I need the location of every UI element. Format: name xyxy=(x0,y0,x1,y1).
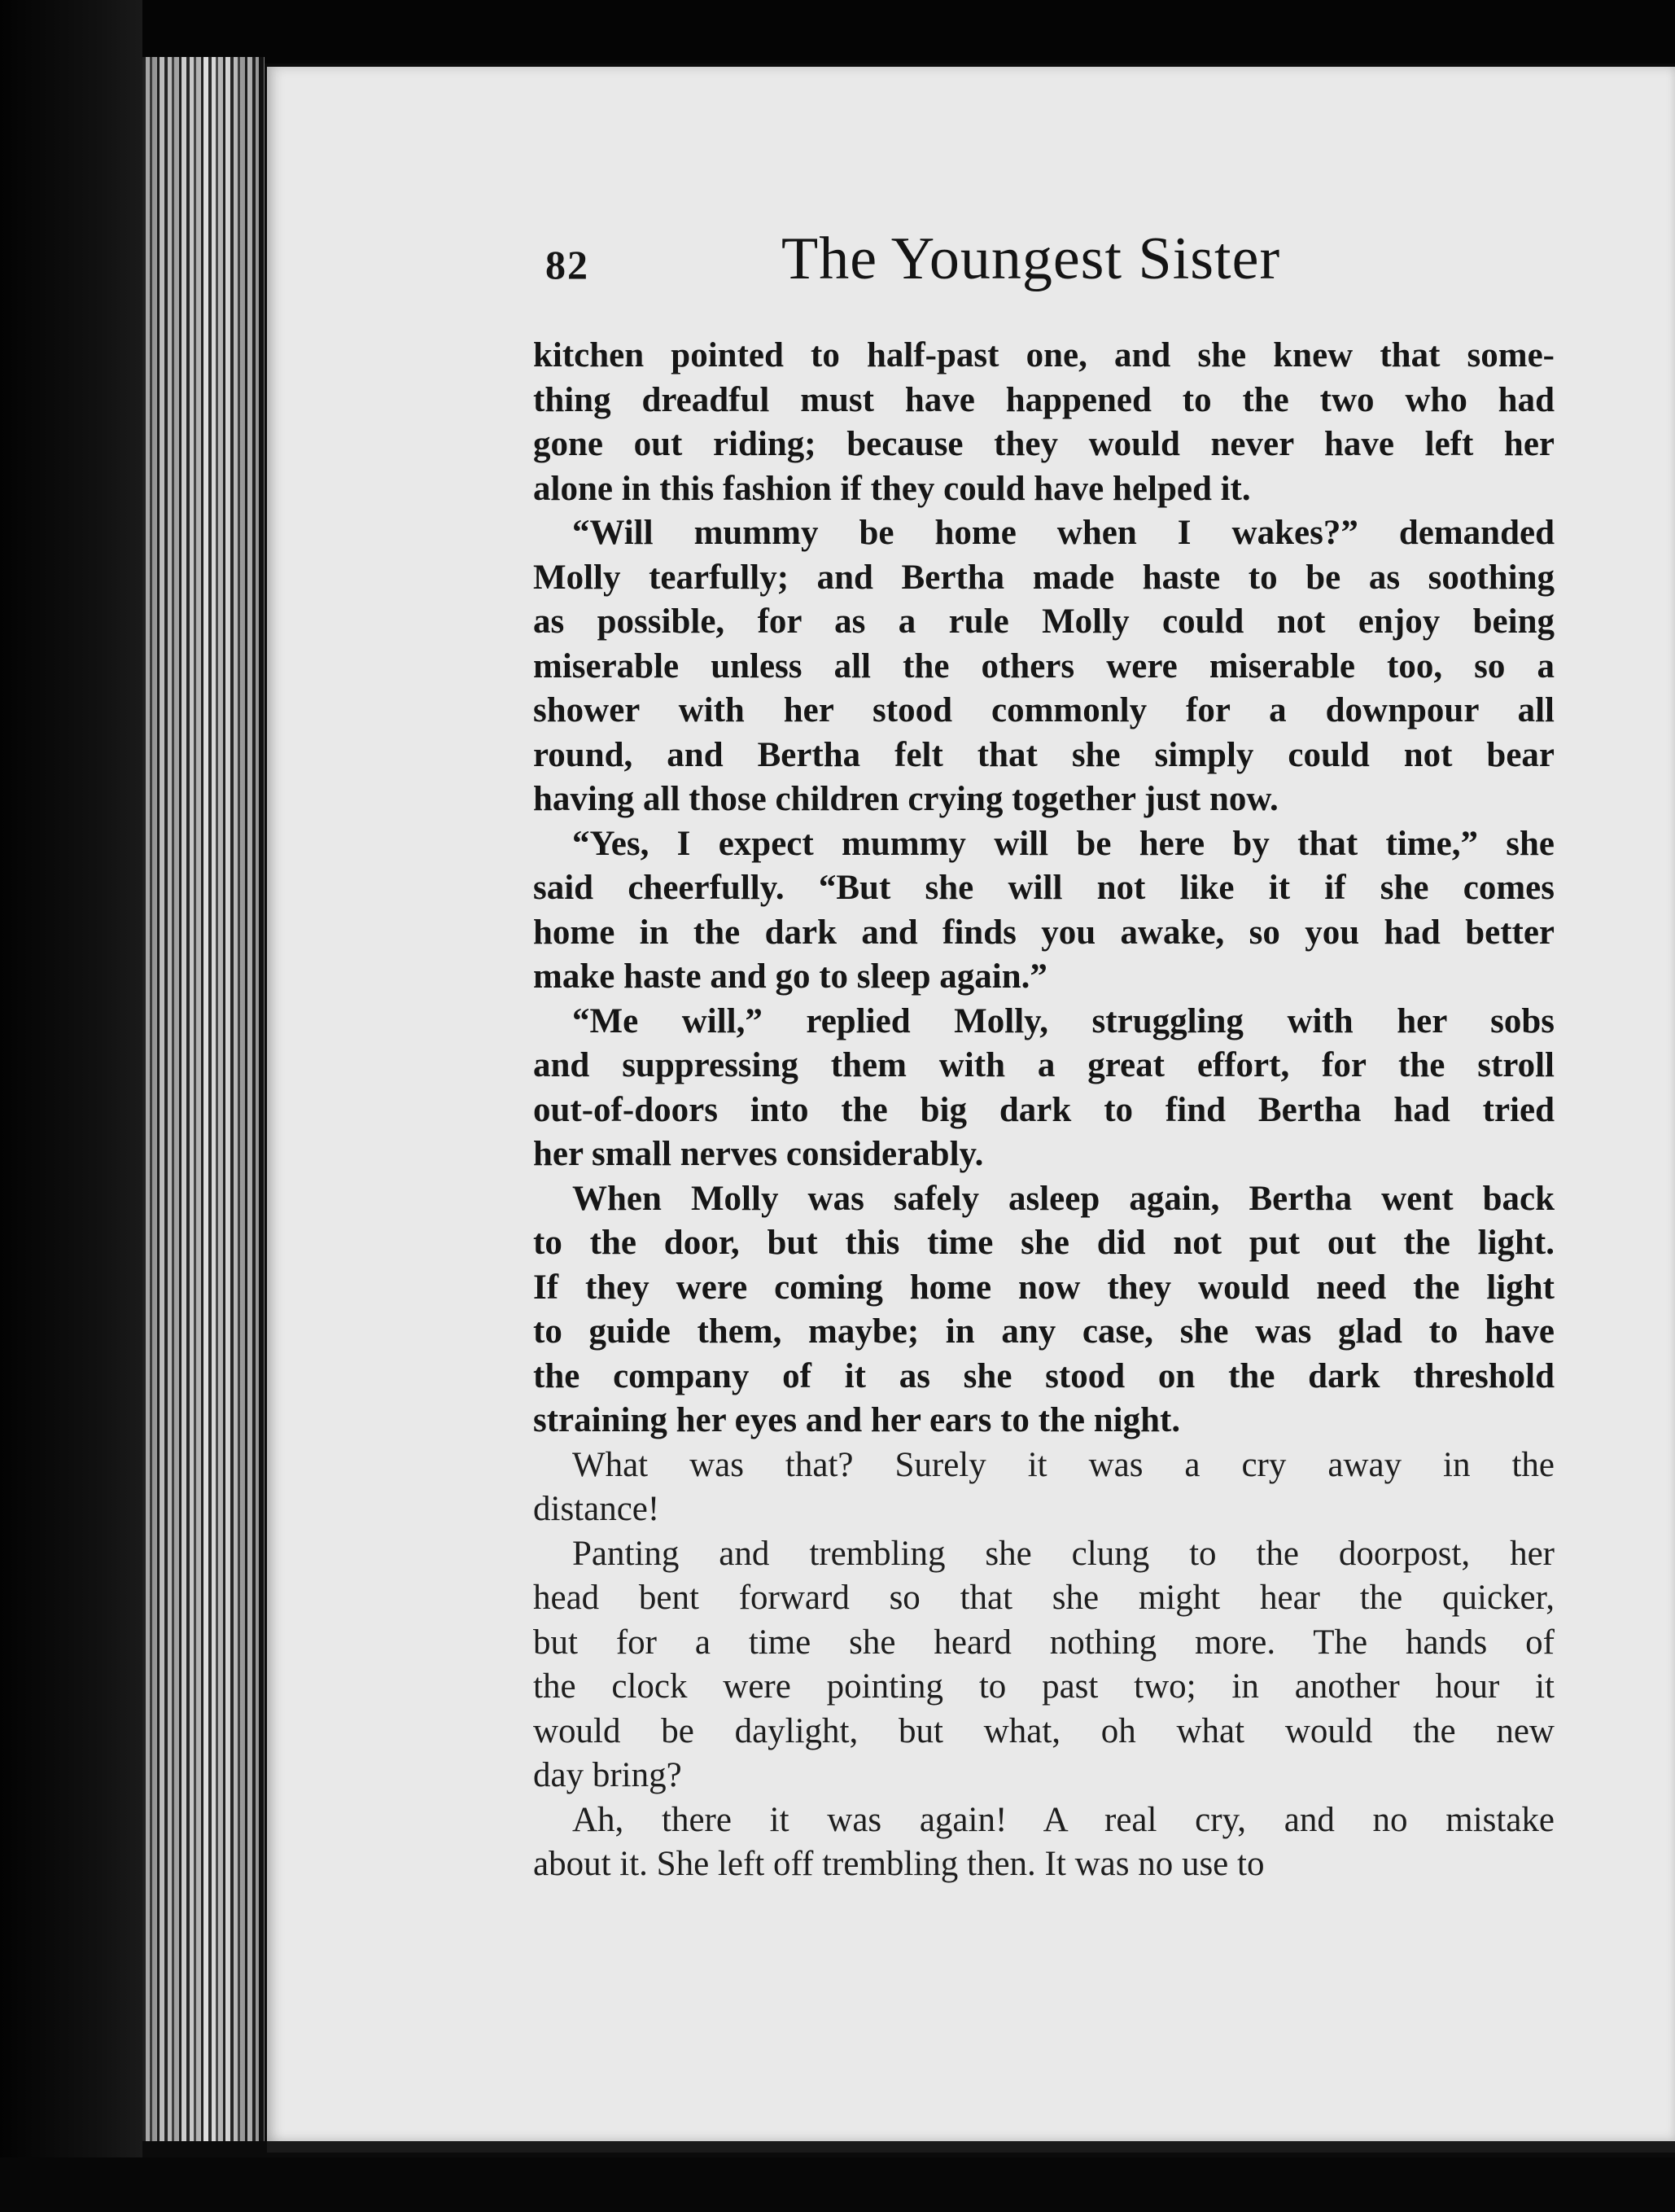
text-line: distance! xyxy=(533,1490,660,1528)
paragraph xyxy=(533,1000,1555,1177)
text-line: day bring? xyxy=(533,1756,682,1794)
text-line: Molly tearfully; and Bertha made haste to be as soothing xyxy=(533,558,1555,597)
text-line: and suppressing them with a great effort, for the stroll xyxy=(533,1046,1555,1084)
text-line: shower with her stood commonly for a downpour all xyxy=(533,691,1555,729)
text-line: miserable unless all the others were miserable too, so a xyxy=(533,646,1555,686)
paragraph xyxy=(533,1798,1555,1887)
text-line: “Will mummy be home when I wakes?” demanded xyxy=(572,514,1555,552)
paragraph xyxy=(533,1443,1555,1532)
text-line: to guide them, maybe; in any case, she was glad to have xyxy=(533,1312,1555,1351)
text-line: “Me will,” replied Molly, struggling with her sobs xyxy=(572,1001,1555,1040)
text-line: to the door, but this time she did not put out the light. xyxy=(533,1224,1555,1262)
scan-border-top xyxy=(0,0,1675,64)
text-line: Ah, there it was again! A real cry, and no mistake xyxy=(572,1800,1555,1839)
text-line: would be daylight, but what, oh what would the new xyxy=(533,1711,1555,1750)
text-line: said cheerfully. “But she will not like it if she comes xyxy=(533,869,1555,907)
text-line: home in the dark and finds you awake, so you had better xyxy=(533,913,1555,952)
scan-border-bottom xyxy=(0,2157,1675,2212)
body-text xyxy=(533,334,1555,1887)
paragraph xyxy=(533,511,1555,822)
text-line: “Yes, I expect mummy will be here by that time,” she xyxy=(572,824,1555,863)
text-line: When Molly was safely asleep again, Bertha went back xyxy=(572,1179,1555,1218)
paragraph xyxy=(533,1177,1555,1443)
text-line: round, and Bertha felt that she simply could not bear xyxy=(533,735,1555,774)
book-spine-line xyxy=(259,57,264,2141)
page-bottom-edge xyxy=(267,2141,1675,2153)
text-line: kitchen pointed to half-past one, and she knew that some- xyxy=(533,336,1555,375)
text-line: head bent forward so that she might hear the quicker, xyxy=(533,1579,1555,1617)
text-line: alone in this fashion if they could have helped it. xyxy=(533,469,1251,508)
text-line: about it. She left off trembling then. It was no use to xyxy=(533,1845,1265,1883)
text-line: thing dreadful must have happened to the two who had xyxy=(533,380,1555,419)
text-line: gone out riding; because they would never have left her xyxy=(533,425,1555,463)
text-line: out-of-doors into the big dark to find Bertha had tried xyxy=(533,1090,1555,1129)
paragraph xyxy=(533,334,1555,511)
text-line: the company of it as she stood on the dark threshold xyxy=(533,1356,1555,1395)
text-line: her small nerves considerably. xyxy=(533,1135,984,1173)
text-line: the clock were pointing to past two; in another hour it xyxy=(533,1667,1555,1706)
paragraph xyxy=(533,1532,1555,1798)
running-title: The Youngest Sister xyxy=(781,226,1281,292)
text-line: straining her eyes and her ears to the night. xyxy=(533,1401,1181,1439)
book-page-edges-shade xyxy=(142,57,265,2141)
text-line: having all those children crying together just now. xyxy=(533,780,1279,818)
running-head xyxy=(545,225,1335,314)
text-line: make haste and go to sleep again.” xyxy=(533,957,1047,996)
text-line: but for a time she heard nothing more. The hands of xyxy=(533,1623,1555,1662)
text-line: What was that? Surely it was a cry away in the xyxy=(572,1445,1555,1484)
text-line: Panting and trembling she clung to the doorpost, her xyxy=(572,1534,1555,1573)
page-number: 82 xyxy=(545,242,589,287)
text-line: as possible, for as a rule Molly could not enjoy being xyxy=(533,602,1555,641)
scan-border-left xyxy=(0,0,142,2212)
text-line: If they were coming home now they would need the light xyxy=(533,1268,1555,1307)
paragraph xyxy=(533,822,1555,1000)
